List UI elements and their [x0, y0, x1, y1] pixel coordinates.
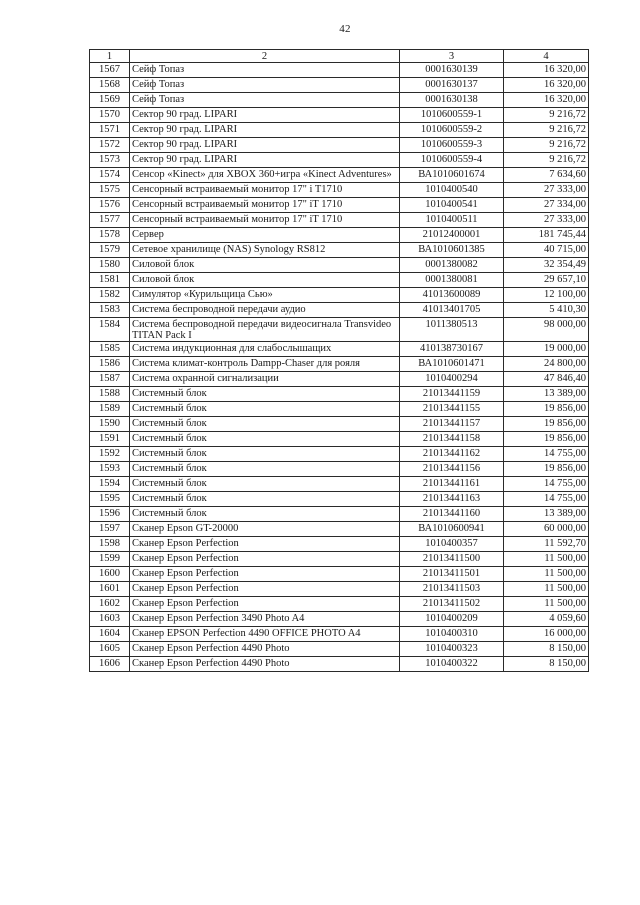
inventory-code: 1010400540: [400, 183, 504, 198]
table-row: [90, 567, 589, 582]
table-row: [90, 657, 589, 672]
page-bottom-margin: [0, 770, 640, 905]
item-value: 19 856,00: [504, 462, 589, 477]
row-number: 1599: [90, 552, 130, 567]
table-row: [90, 582, 589, 597]
table-row: [90, 597, 589, 612]
inventory-code: ВА1010600941: [400, 522, 504, 537]
row-number: 1579: [90, 243, 130, 258]
row-number: 1580: [90, 258, 130, 273]
item-name: Силовой блок: [130, 258, 400, 273]
item-value: 19 856,00: [504, 432, 589, 447]
table-row: [90, 447, 589, 462]
page-number: 42: [339, 23, 351, 35]
item-value: 24 800,00: [504, 357, 589, 372]
item-name: Сканер Epson Perfection 4490 Photo: [130, 642, 400, 657]
item-name: Сканер Epson Perfection 3490 Photo A4: [130, 612, 400, 627]
item-name: Система охранной сигнализации: [130, 372, 400, 387]
item-name: Системный блок: [130, 447, 400, 462]
item-value: 40 715,00: [504, 243, 589, 258]
table-row: [90, 288, 589, 303]
item-name: Сканер Epson Perfection: [130, 567, 400, 582]
row-number: 1602: [90, 597, 130, 612]
inventory-code: 1011380513: [400, 318, 504, 342]
row-number: 1600: [90, 567, 130, 582]
row-number: 1586: [90, 357, 130, 372]
inventory-code: 21013411503: [400, 582, 504, 597]
item-name: Системный блок: [130, 417, 400, 432]
item-value: 19 856,00: [504, 417, 589, 432]
row-number: 1576: [90, 198, 130, 213]
item-value: 32 354,49: [504, 258, 589, 273]
row-number: 1574: [90, 168, 130, 183]
item-name: Система индукционная для слабослышащих: [130, 342, 400, 357]
item-name: Системный блок: [130, 402, 400, 417]
item-name: Системный блок: [130, 492, 400, 507]
item-name: Сектор 90 град. LIPARI: [130, 153, 400, 168]
inventory-code: 41013600089: [400, 288, 504, 303]
inventory-code: ВА1010601471: [400, 357, 504, 372]
header-col-1: 1: [90, 50, 130, 63]
item-name: Сетевое хранилище (NAS) Synology RS812: [130, 243, 400, 258]
table-row: [90, 402, 589, 417]
item-name: Сканер EPSON Perfection 4490 OFFICE PHOTO A4: [130, 627, 400, 642]
row-number: 1573: [90, 153, 130, 168]
inventory-code: 1010400511: [400, 213, 504, 228]
table-row: [90, 108, 589, 123]
row-number: 1594: [90, 477, 130, 492]
item-name: Системный блок: [130, 462, 400, 477]
table-row: [90, 273, 589, 288]
inventory-code: 21013441163: [400, 492, 504, 507]
item-value: 19 856,00: [504, 402, 589, 417]
inventory-code: 41013401705: [400, 303, 504, 318]
item-value: 29 657,10: [504, 273, 589, 288]
inventory-code: 1010400209: [400, 612, 504, 627]
item-name: Система беспроводной передачи аудио: [130, 303, 400, 318]
table-row: [90, 627, 589, 642]
item-name: Сканер Epson Perfection 4490 Photo: [130, 657, 400, 672]
table-row: [90, 387, 589, 402]
table-row: [90, 213, 589, 228]
item-value: 14 755,00: [504, 477, 589, 492]
row-number: 1596: [90, 507, 130, 522]
inventory-code: 1010400357: [400, 537, 504, 552]
inventory-code: 0001630138: [400, 93, 504, 108]
table-row: [90, 507, 589, 522]
row-number: 1570: [90, 108, 130, 123]
item-value: 9 216,72: [504, 138, 589, 153]
row-number: 1605: [90, 642, 130, 657]
inventory-code: ВА1010601385: [400, 243, 504, 258]
item-value: 98 000,00: [504, 318, 589, 342]
item-name: Сектор 90 град. LIPARI: [130, 138, 400, 153]
item-value: 11 500,00: [504, 582, 589, 597]
row-number: 1595: [90, 492, 130, 507]
table-row: [90, 78, 589, 93]
item-name: Сенсорный встраиваемый монитор 17" i T1710: [130, 183, 400, 198]
item-value: 11 592,70: [504, 537, 589, 552]
item-name: Система беспроводной передачи видеосигнала Transvideo TITAN Pack I: [130, 318, 400, 342]
item-value: 8 150,00: [504, 657, 589, 672]
item-value: 16 000,00: [504, 627, 589, 642]
item-value: 11 500,00: [504, 552, 589, 567]
table-row: [90, 372, 589, 387]
item-value: 11 500,00: [504, 567, 589, 582]
inventory-code: 0001380081: [400, 273, 504, 288]
table-row: [90, 63, 589, 78]
row-number: 1604: [90, 627, 130, 642]
table-row: [90, 93, 589, 108]
row-number: 1575: [90, 183, 130, 198]
row-number: 1603: [90, 612, 130, 627]
row-number: 1597: [90, 522, 130, 537]
item-name: Сенсорный встраиваемый монитор 17" iT 1710: [130, 213, 400, 228]
item-name: Системный блок: [130, 507, 400, 522]
item-value: 19 000,00: [504, 342, 589, 357]
table-row: [90, 342, 589, 357]
item-value: 60 000,00: [504, 522, 589, 537]
item-value: 27 333,00: [504, 183, 589, 198]
table-row: [90, 153, 589, 168]
inventory-code: 1010400294: [400, 372, 504, 387]
inventory-code: 21013441161: [400, 477, 504, 492]
inventory-code: 1010400310: [400, 627, 504, 642]
item-name: Сенсорный встраиваемый монитор 17" iT 1710: [130, 198, 400, 213]
item-value: 4 059,60: [504, 612, 589, 627]
item-value: 47 846,40: [504, 372, 589, 387]
header-row: [90, 50, 589, 63]
inventory-code: 21013441160: [400, 507, 504, 522]
header-col-4: 4: [504, 50, 589, 63]
item-value: 9 216,72: [504, 153, 589, 168]
item-name: Сервер: [130, 228, 400, 243]
inventory-code: 1010600559-2: [400, 123, 504, 138]
row-number: 1571: [90, 123, 130, 138]
item-value: 11 500,00: [504, 597, 589, 612]
inventory-code: 0001380082: [400, 258, 504, 273]
inventory-code: 1010600559-3: [400, 138, 504, 153]
inventory-code: 0001630137: [400, 78, 504, 93]
inventory-code: 21013441157: [400, 417, 504, 432]
item-value: 16 320,00: [504, 63, 589, 78]
row-number: 1583: [90, 303, 130, 318]
table-row: [90, 522, 589, 537]
table-row: [90, 477, 589, 492]
table-row: [90, 198, 589, 213]
row-number: 1601: [90, 582, 130, 597]
item-name: Сектор 90 град. LIPARI: [130, 123, 400, 138]
inventory-code: 1010600559-1: [400, 108, 504, 123]
inventory-code: 21013411501: [400, 567, 504, 582]
row-number: 1588: [90, 387, 130, 402]
item-name: Системный блок: [130, 432, 400, 447]
row-number: 1567: [90, 63, 130, 78]
header-col-2: 2: [130, 50, 400, 63]
inventory-code: 21013411500: [400, 552, 504, 567]
table-row: [90, 432, 589, 447]
row-number: 1581: [90, 273, 130, 288]
row-number: 1568: [90, 78, 130, 93]
inventory-code: 21013441155: [400, 402, 504, 417]
table-row: [90, 552, 589, 567]
inventory-code: 21013441159: [400, 387, 504, 402]
row-number: 1577: [90, 213, 130, 228]
item-value: 5 410,30: [504, 303, 589, 318]
table-row: [90, 642, 589, 657]
item-value: 14 755,00: [504, 447, 589, 462]
table-row: [90, 462, 589, 477]
row-number: 1584: [90, 318, 130, 342]
table-row: [90, 243, 589, 258]
header-col-3: 3: [400, 50, 504, 63]
row-number: 1587: [90, 372, 130, 387]
item-value: 27 333,00: [504, 213, 589, 228]
item-name: Сектор 90 град. LIPARI: [130, 108, 400, 123]
inventory-code: ВА1010601674: [400, 168, 504, 183]
item-value: 9 216,72: [504, 108, 589, 123]
inventory-code: 1010600559-4: [400, 153, 504, 168]
table-row: [90, 183, 589, 198]
inventory-code: 21013441158: [400, 432, 504, 447]
table-row: [90, 417, 589, 432]
table-row: [90, 168, 589, 183]
row-number: 1572: [90, 138, 130, 153]
table-row: [90, 138, 589, 153]
item-name: Сенсор «Kinect» для XBOX 360+игра «Kinect Adventures»: [130, 168, 400, 183]
table-row: [90, 318, 589, 342]
inventory-code: 1010400323: [400, 642, 504, 657]
item-value: 13 389,00: [504, 507, 589, 522]
item-name: Сейф Топаз: [130, 63, 400, 78]
item-value: 181 745,44: [504, 228, 589, 243]
table-row: [90, 492, 589, 507]
inventory-code: 21013441156: [400, 462, 504, 477]
item-name: Сканер Epson GT-20000: [130, 522, 400, 537]
table-row: [90, 357, 589, 372]
row-number: 1578: [90, 228, 130, 243]
row-number: 1598: [90, 537, 130, 552]
item-value: 9 216,72: [504, 123, 589, 138]
row-number: 1589: [90, 402, 130, 417]
inventory-code: 1010400541: [400, 198, 504, 213]
inventory-code: 21012400001: [400, 228, 504, 243]
inventory-code: 21013441162: [400, 447, 504, 462]
item-value: 8 150,00: [504, 642, 589, 657]
table-row: [90, 303, 589, 318]
item-name: Системный блок: [130, 477, 400, 492]
item-name: Сейф Топаз: [130, 78, 400, 93]
item-name: Сканер Epson Perfection: [130, 597, 400, 612]
inventory-table: [89, 49, 589, 672]
table-row: [90, 258, 589, 273]
item-value: 16 320,00: [504, 78, 589, 93]
item-value: 14 755,00: [504, 492, 589, 507]
item-name: Сканер Epson Perfection: [130, 552, 400, 567]
inventory-code: 0001630139: [400, 63, 504, 78]
item-value: 7 634,60: [504, 168, 589, 183]
item-name: Система климат-контроль Dampp-Chaser для рояля: [130, 357, 400, 372]
inventory-code: 410138730167: [400, 342, 504, 357]
row-number: 1606: [90, 657, 130, 672]
inventory-code: 1010400322: [400, 657, 504, 672]
row-number: 1592: [90, 447, 130, 462]
item-value: 16 320,00: [504, 93, 589, 108]
table-body: [90, 63, 589, 672]
row-number: 1591: [90, 432, 130, 447]
item-value: 12 100,00: [504, 288, 589, 303]
item-name: Сканер Epson Perfection: [130, 582, 400, 597]
row-number: 1582: [90, 288, 130, 303]
row-number: 1569: [90, 93, 130, 108]
item-name: Системный блок: [130, 387, 400, 402]
row-number: 1590: [90, 417, 130, 432]
item-name: Сейф Топаз: [130, 93, 400, 108]
item-name: Силовой блок: [130, 273, 400, 288]
table-row: [90, 228, 589, 243]
item-value: 13 389,00: [504, 387, 589, 402]
table-row: [90, 123, 589, 138]
row-number: 1585: [90, 342, 130, 357]
item-name: Симулятор «Курильщица Сью»: [130, 288, 400, 303]
item-value: 27 334,00: [504, 198, 589, 213]
table-row: [90, 612, 589, 627]
row-number: 1593: [90, 462, 130, 477]
inventory-code: 21013411502: [400, 597, 504, 612]
table-row: [90, 537, 589, 552]
item-name: Сканер Epson Perfection: [130, 537, 400, 552]
table-header: [90, 50, 589, 63]
